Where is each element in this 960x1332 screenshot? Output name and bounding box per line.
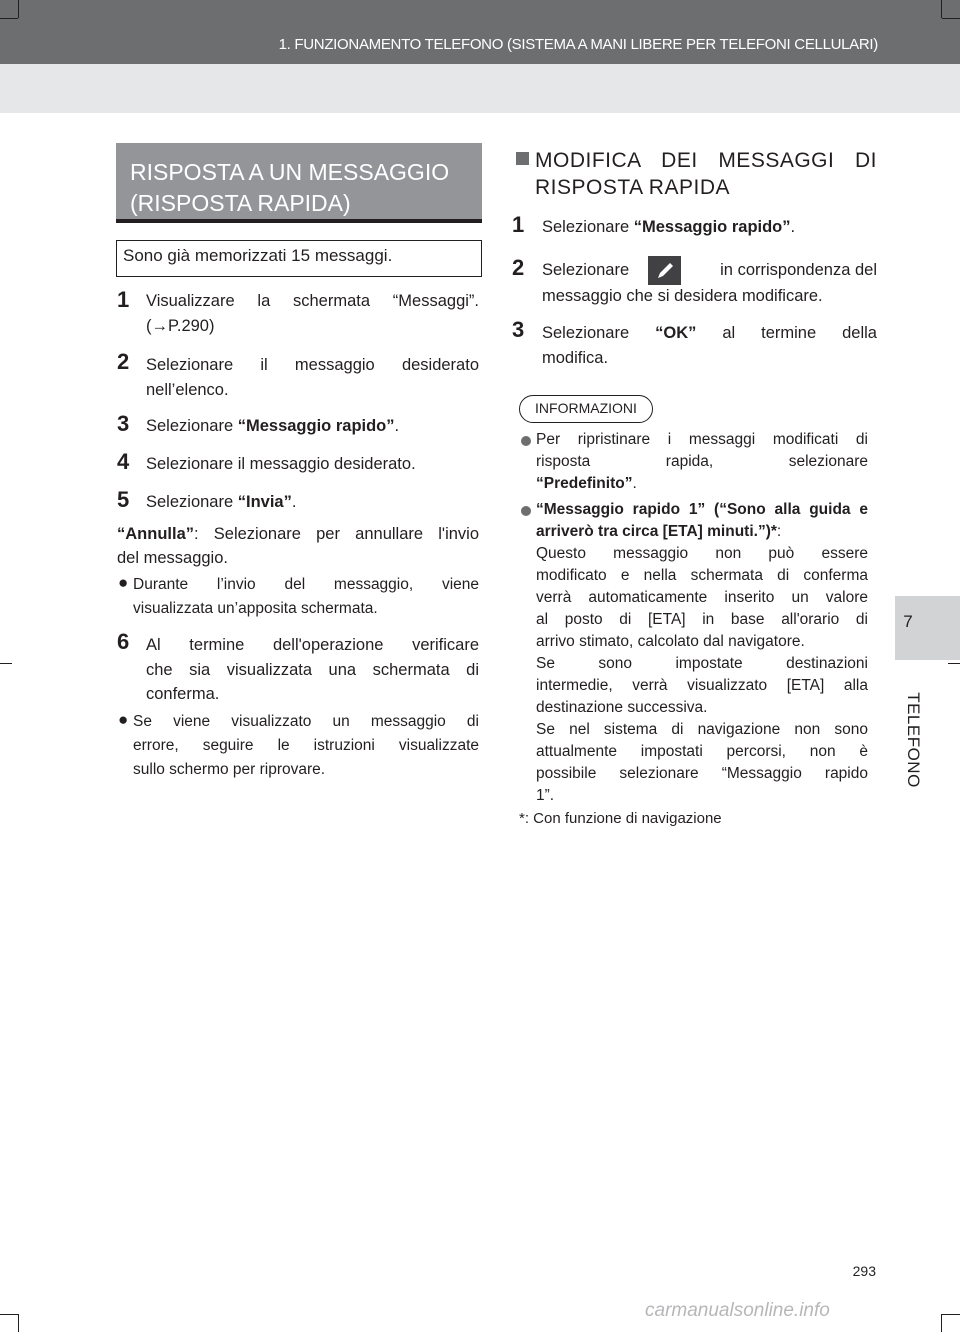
step-number: 3 [512, 317, 525, 342]
info-label: INFORMAZIONI [519, 395, 653, 423]
bullet-icon: ● [118, 710, 129, 729]
info-text: intermedie, verrà visualizzato [ETA] alla [536, 677, 868, 694]
crop-mark [0, 663, 12, 664]
info-text: Se sono impostate destinazioni [536, 655, 868, 672]
info-text: modificato e nella schermata di conferma [536, 567, 868, 584]
info-part: : [776, 523, 782, 540]
crop-mark [942, 18, 960, 19]
page-number: 293 [852, 1263, 876, 1279]
subheading-square-icon [516, 152, 529, 165]
step-text: Al termine dell'operazione verificare [146, 636, 479, 654]
step-text: Selezionare il messaggio desiderato [146, 356, 479, 374]
step-text: Visualizzare la schermata “Messaggi”. [146, 292, 479, 310]
annulla-bold: “Annulla” [117, 525, 194, 543]
crop-mark [948, 663, 960, 664]
step-text: Selezionare [542, 261, 630, 279]
info-text [536, 473, 637, 495]
subheading [535, 147, 877, 201]
step-text: (→P.290) [146, 317, 215, 335]
annulla-text: del messaggio. [117, 549, 228, 567]
annulla-text [117, 522, 479, 546]
info-text: Questo messaggio non può essere [536, 545, 868, 562]
step-text-part: . [790, 218, 796, 236]
step-number: 1 [117, 287, 130, 312]
step-text-part: Selezionare [542, 218, 634, 236]
crop-mark [18, 0, 19, 18]
info-bold: “Messaggio rapido 1” (“Sono alla guida e [536, 501, 868, 518]
step-number: 3 [117, 411, 130, 436]
info-text: Per ripristinare i messaggi modificati di [536, 431, 868, 448]
info-text: verrà automaticamente inserito un valore [536, 589, 868, 606]
info-text: al posto di [ETA] in base all'orario di [536, 611, 868, 628]
step-text-part: Selezionare [542, 324, 656, 342]
step-text: nell’elenco. [146, 381, 229, 399]
bullet-icon: ● [118, 573, 129, 592]
step-text [542, 321, 877, 345]
bullet-text: Durante l’invio del messaggio, viene [133, 576, 479, 593]
step-text [146, 490, 296, 514]
section-title-line-1: RISPOSTA A UN MESSAGGIO [130, 159, 450, 185]
step-text: in corrispondenza del [720, 261, 877, 279]
step-text-bold: “OK” [655, 324, 697, 342]
step-text: Selezionare il messaggio desiderato. [146, 455, 416, 473]
crop-mark [0, 1314, 18, 1315]
header-title: 1. FUNZIONAMENTO TELEFONO (SISTEMA A MANI LIBERE PER TELEFONI CELLULARI) [278, 36, 878, 53]
section-title-line-2: (RISPOSTA RAPIDA) [130, 190, 351, 216]
step-number: 4 [117, 449, 130, 474]
footnote: *: Con funzione di navigazione [519, 810, 722, 827]
info-part: . [632, 475, 637, 492]
info-text: risposta rapida, selezionare [536, 453, 868, 470]
step-number: 2 [512, 255, 525, 280]
watermark: carmanualsonline.info [645, 1300, 830, 1321]
info-bold: arriverò tra circa [ETA] minuti.”)* [536, 523, 777, 540]
step-text: che sia visualizzata una schermata di [146, 661, 479, 679]
step-text-part: al termine della [696, 324, 877, 342]
bullet-icon [521, 506, 531, 516]
bullet-text: sullo schermo per riprovare. [133, 761, 326, 778]
bullet-text: errore, seguire le istruzioni visualizzate [133, 737, 479, 754]
crop-mark [0, 18, 18, 19]
header-band [0, 64, 960, 113]
bullet-text: Se viene visualizzato un messaggio di [133, 713, 479, 730]
step-text-bold: “Invia” [237, 493, 292, 511]
step-text-bold: “Messaggio rapido” [633, 218, 791, 236]
info-text: Se nel sistema di navigazione non sono [536, 721, 868, 738]
step-text: modifica. [542, 349, 609, 367]
chapter-number: 7 [903, 612, 913, 631]
note-box: Sono già memorizzati 15 messaggi. [116, 240, 482, 277]
step-text: messaggio che si desidera modificare. [542, 287, 823, 305]
chapter-label: TELEFONO [904, 692, 923, 788]
step-number: 5 [117, 487, 130, 512]
crop-mark [941, 0, 942, 18]
section-heading [116, 143, 482, 223]
step-text [542, 215, 795, 239]
info-text: attualmente impostati percorsi, non è [536, 743, 868, 760]
info-text: arrivo stimato, calcolato dal navigatore. [536, 633, 805, 650]
subheading-line-1: MODIFICA DEI MESSAGGI DI [535, 149, 877, 172]
header-bar [0, 0, 960, 64]
bullet-icon [521, 436, 531, 446]
step-text-bold: “Messaggio rapido” [237, 417, 395, 435]
info-text: destinazione successiva. [536, 699, 708, 716]
info-bold: “Predefinito” [536, 475, 633, 492]
step-text [146, 414, 399, 438]
step-text: conferma. [146, 685, 220, 703]
bullet-text: visualizzata un’apposita schermata. [133, 600, 378, 617]
step-text-part: Selezionare [146, 417, 238, 435]
info-text: possibile selezionare “Messaggio rapido [536, 765, 868, 782]
subheading-line-2: RISPOSTA RAPIDA [535, 176, 730, 199]
info-text [536, 521, 781, 543]
step-text-part: Selezionare [146, 493, 238, 511]
annulla-part: : Selezionare per annullare l'invio [194, 525, 479, 543]
edit-pencil-icon [648, 256, 681, 285]
step-number: 2 [117, 349, 130, 374]
crop-mark [941, 1314, 942, 1332]
info-text: 1”. [536, 787, 555, 804]
step-text-part: . [291, 493, 297, 511]
step-text-part: . [394, 417, 400, 435]
crop-mark [942, 1314, 960, 1315]
crop-mark [18, 1314, 19, 1332]
step-number: 6 [117, 629, 130, 654]
step-number: 1 [512, 212, 525, 237]
